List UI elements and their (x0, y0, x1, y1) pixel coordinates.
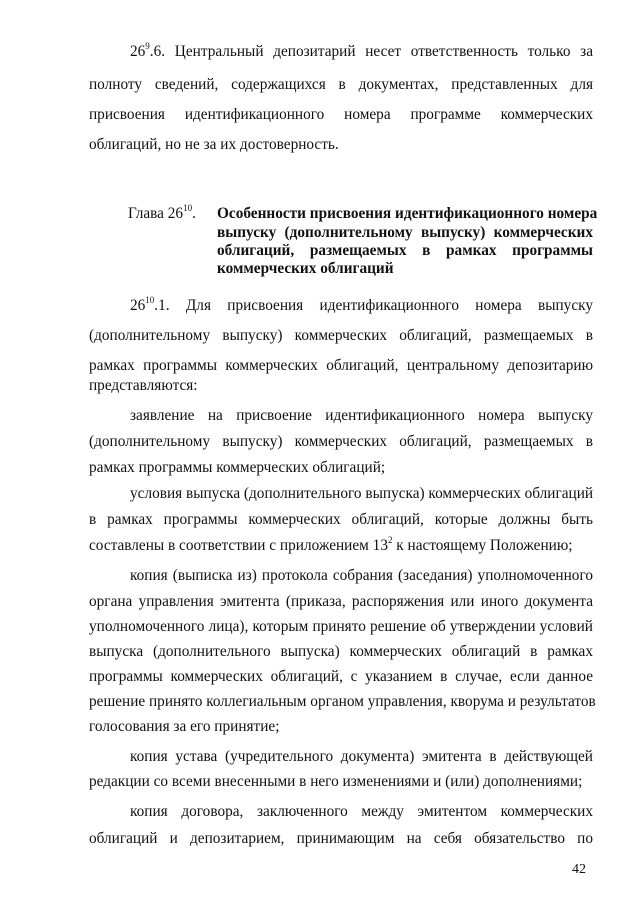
item-3-line-4: выпуска (дополнительного выпуска) коммерческих облигаций в рамках (89, 643, 593, 660)
clause-26-10-1-line-2: (дополнительному выпуску) коммерческих облигаций, размещаемых в (89, 327, 593, 344)
clause-26-9-6-line-4: облигаций, но не за их достоверность. (89, 136, 339, 153)
item-3-line-5: программы коммерческих облигаций, с указанием в случае, если данное (89, 668, 593, 685)
clause-26-9-6-line-2: полноту сведений, содержащихся в документах, представленных для (89, 76, 593, 93)
item-1-line-1: заявление на присвоение идентификационного номера выпуску (130, 407, 593, 424)
clause-number: $26^9.6$. (130, 40, 166, 60)
item-3-line-7: голосования за его принятие; (89, 718, 280, 735)
item-2-line-2: в рамках программы коммерческих облигаций, которые должны быть (89, 511, 593, 528)
item-3-line-6: решение принято коллегиальным органом управления, кворума и результатов (89, 693, 596, 710)
clause-26-10-1-line-3: рамках программы коммерческих облигаций, центральному депозитарию (89, 357, 593, 374)
chapter-title-line-2: выпуску (дополнительному выпуску) коммерческих (217, 224, 593, 241)
chapter-title-line-1: Особенности присвоения идентификационного номера (217, 205, 598, 222)
item-3-line-2: органа управления эмитента (приказа, распоряжения или иного документа (89, 593, 593, 610)
item-3-line-1: копия (выписка из) протокола собрания (заседания) уполномоченного (130, 567, 593, 584)
item-1-line-3: рамках программы коммерческих облигаций; (89, 459, 386, 476)
chapter-title-line-3: облигаций, размещаемых в рамках программы (217, 242, 593, 259)
item-2-line-3: составлены в соответствии с приложением $13^2$ к настоящему Положению; (89, 534, 573, 554)
item-1-line-2: (дополнительному выпуску) коммерческих облигаций, размещаемых в (89, 433, 593, 450)
chapter-title-line-4: коммерческих облигаций (217, 260, 394, 277)
item-5-line-2: облигаций и депозитарием, принимающим на себя обязательство по (89, 830, 593, 847)
page-number: 42 (572, 862, 586, 877)
item-4-line-2: редакции со всеми внесенными в него изменениями и (или) дополнениями; (89, 773, 583, 790)
clause-number: $26^{10}.1$. (130, 294, 170, 314)
item-4-line-1: копия устава (учредительного документа) эмитента в действующей (130, 748, 593, 765)
clause-26-9-6-line-1: $26^9.6$. Центральный депозитарий несет ответственность только за (130, 40, 593, 60)
clause-26-10-1-line-1: $26^{10}.1$. Для присвоения идентификационного номера выпуску (130, 294, 593, 314)
clause-26-9-6-line-3: присвоения идентификационного номера программе коммерческих (89, 106, 593, 123)
item-5-line-1: копия договора, заключенного между эмитентом коммерческих (130, 803, 593, 820)
item-3-line-3: уполномоченного лица), которым принято решение об утверждении условий (89, 618, 593, 635)
clause-26-10-1-line-4: представляются: (89, 377, 198, 394)
item-2-line-1: условия выпуска (дополнительного выпуска) коммерческих облигаций (130, 485, 594, 502)
chapter-label: Глава $26^{10}$. (128, 202, 196, 222)
